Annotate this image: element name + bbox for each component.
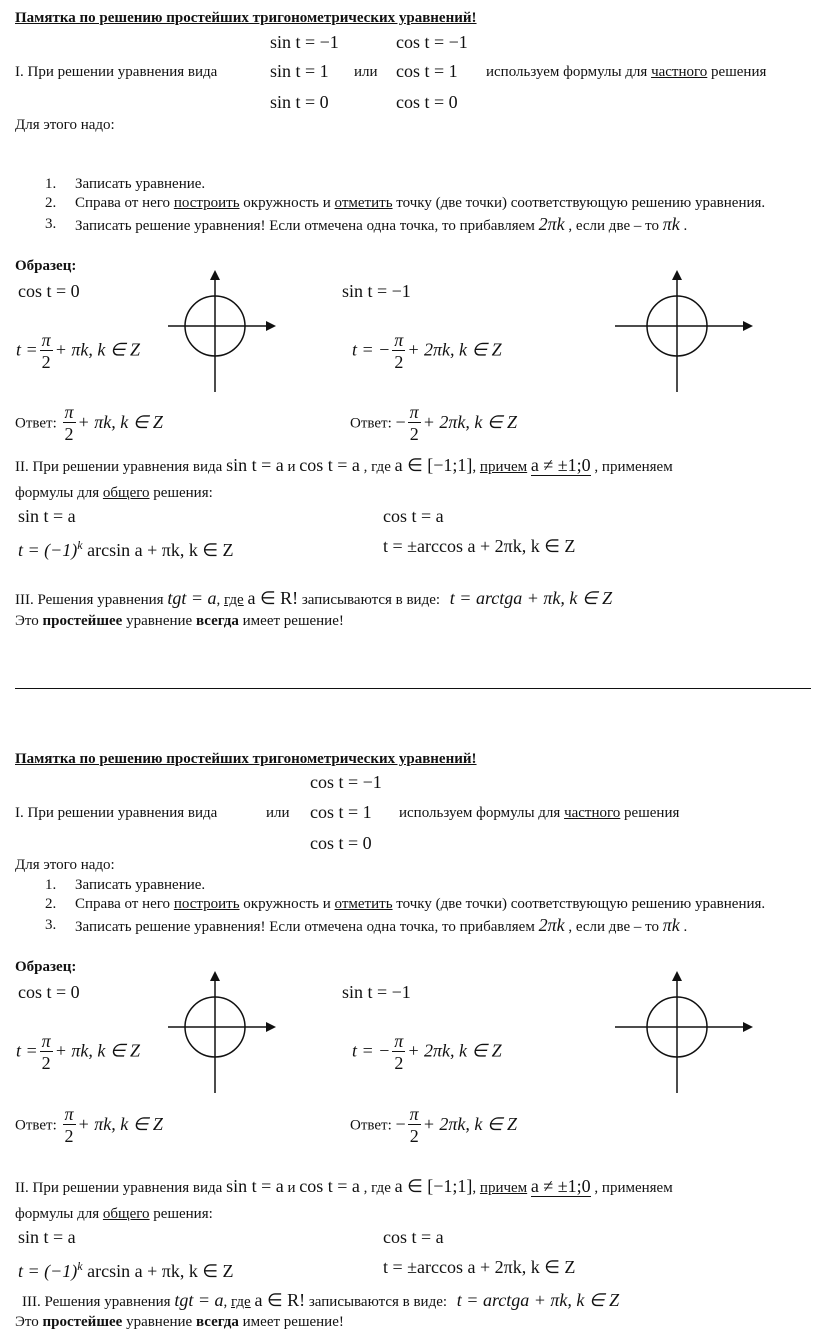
- section-1-use-text: используем формулы для частного решения: [486, 64, 767, 80]
- need-label: Для этого надо:: [15, 117, 115, 133]
- eq-sin-minus-one: sin t = −1: [270, 32, 339, 52]
- eq-cos-zero: cos t = 0: [310, 833, 372, 853]
- example-1-equation: cos t = 0: [18, 281, 80, 301]
- example-1-solution: t = $\frac{\pi}{2}$ + πk, k ∈ Z: [16, 330, 141, 372]
- example-2-solution: t = − $\frac{\pi}{2}$ + 2πk, k ∈ Z: [352, 1031, 502, 1073]
- section-1-intro: I. При решении уравнения вида: [15, 64, 218, 80]
- example-1-solution: t = $\frac{\pi}{2}$ + πk, k ∈ Z: [16, 1031, 141, 1073]
- unit-circle-diagram: [168, 969, 278, 1095]
- section-3: III. Решения уравнения tgt = a, где a ∈ R! записываются в виде: t = arctga + πk, k ∈ Z: [22, 1290, 620, 1310]
- final-note: Это простейшее уравнение всегда имеет решение!: [15, 1314, 344, 1330]
- need-label: Для этого надо:: [15, 857, 115, 873]
- eq-sin-one: sin t = 1: [270, 61, 329, 81]
- list-item: 3. Записать решение уравнения! Если отмечена одна точка, то прибавляем 2πk , если две – то πk .: [45, 915, 688, 935]
- general-sin-equation: sin t = a: [18, 506, 76, 526]
- general-cos-equation: cos t = a: [383, 1227, 444, 1247]
- list-item: 3. Записать решение уравнения! Если отмечена одна точка, то прибавляем 2πk , если две – то πk .: [45, 214, 688, 234]
- section-3: III. Решения уравнения tgt = a, где a ∈ R! записываются в виде: t = arctga + πk, k ∈ Z: [15, 588, 613, 608]
- cut-line: [15, 688, 811, 689]
- eq-cos-minus-one: cos t = −1: [396, 32, 468, 52]
- page-title: Памятка по решению простейших тригонометрических уравнений!: [15, 751, 477, 767]
- eq-sin-zero: sin t = 0: [270, 92, 329, 112]
- eq-cos-zero: cos t = 0: [396, 92, 458, 112]
- final-note: Это простейшее уравнение всегда имеет решение!: [15, 613, 344, 629]
- example-2-equation: sin t = −1: [342, 982, 411, 1002]
- eq-cos-minus-one: cos t = −1: [310, 772, 382, 792]
- unit-circle-diagram: [168, 268, 278, 394]
- example-1-equation: cos t = 0: [18, 982, 80, 1002]
- general-cos-equation: cos t = a: [383, 506, 444, 526]
- general-cos-solution: t = ±arccos a + 2πk, k ∈ Z: [383, 536, 576, 556]
- sample-label: Образец:: [15, 258, 77, 274]
- section-2-line-1: II. При решении уравнения вида sin t = a и cos t = a , где a ∈ [−1;1], причем a ≠ ±1;0 , применяем: [15, 1176, 673, 1196]
- or-word: или: [354, 64, 378, 80]
- example-2-solution: t = − $\frac{\pi}{2}$ + 2πk, k ∈ Z: [352, 330, 502, 372]
- section-1-intro: I. При решении уравнения вида: [15, 805, 218, 821]
- list-item: 1. Записать уравнение.: [45, 877, 206, 893]
- eq-cos-one: cos t = 1: [396, 61, 458, 81]
- general-cos-solution: t = ±arccos a + 2πk, k ∈ Z: [383, 1257, 576, 1277]
- general-sin-solution: $t = (-1)^k$ arcsin a + πk, k ∈ Z: [18, 1259, 234, 1281]
- eq-cos-one: cos t = 1: [310, 802, 372, 822]
- list-item: 2. Справа от него построить окружность и отметить точку (две точки) соответствующую решению уравнения.: [45, 195, 766, 211]
- section-2-line-2: формулы для общего решения:: [15, 1206, 213, 1222]
- general-sin-solution: $t = (-1)^k$ arcsin a + πk, k ∈ Z: [18, 538, 234, 560]
- page-title: Памятка по решению простейших тригонометрических уравнений!: [15, 10, 477, 26]
- list-item: 2. Справа от него построить окружность и отметить точку (две точки) соответствующую решению уравнения.: [45, 896, 766, 912]
- answer-1: Ответ: $\frac{\pi}{2}$ + πk, k ∈ Z: [15, 1104, 163, 1146]
- list-item: 1. Записать уравнение.: [45, 176, 206, 192]
- section-2-line-1: II. При решении уравнения вида sin t = a и cos t = a , где a ∈ [−1;1], причем a ≠ ±1;0 , применяем: [15, 455, 673, 475]
- steps-list: [15, 175, 795, 236]
- example-2-equation: sin t = −1: [342, 281, 411, 301]
- unit-circle-diagram: [615, 969, 755, 1095]
- general-sin-equation: sin t = a: [18, 1227, 76, 1247]
- section-2-line-2: формулы для общего решения:: [15, 485, 213, 501]
- or-word: или: [266, 805, 290, 821]
- sample-label: Образец:: [15, 959, 77, 975]
- answer-1: Ответ: $\frac{\pi}{2}$ + πk, k ∈ Z: [15, 402, 163, 444]
- steps-list: [15, 876, 795, 937]
- answer-2: Ответ: − $\frac{\pi}{2}$ + 2πk, k ∈ Z: [350, 402, 518, 444]
- unit-circle-diagram: [615, 268, 755, 394]
- section-1-use-text: используем формулы для частного решения: [399, 805, 680, 821]
- answer-2: Ответ: − $\frac{\pi}{2}$ + 2πk, k ∈ Z: [350, 1104, 518, 1146]
